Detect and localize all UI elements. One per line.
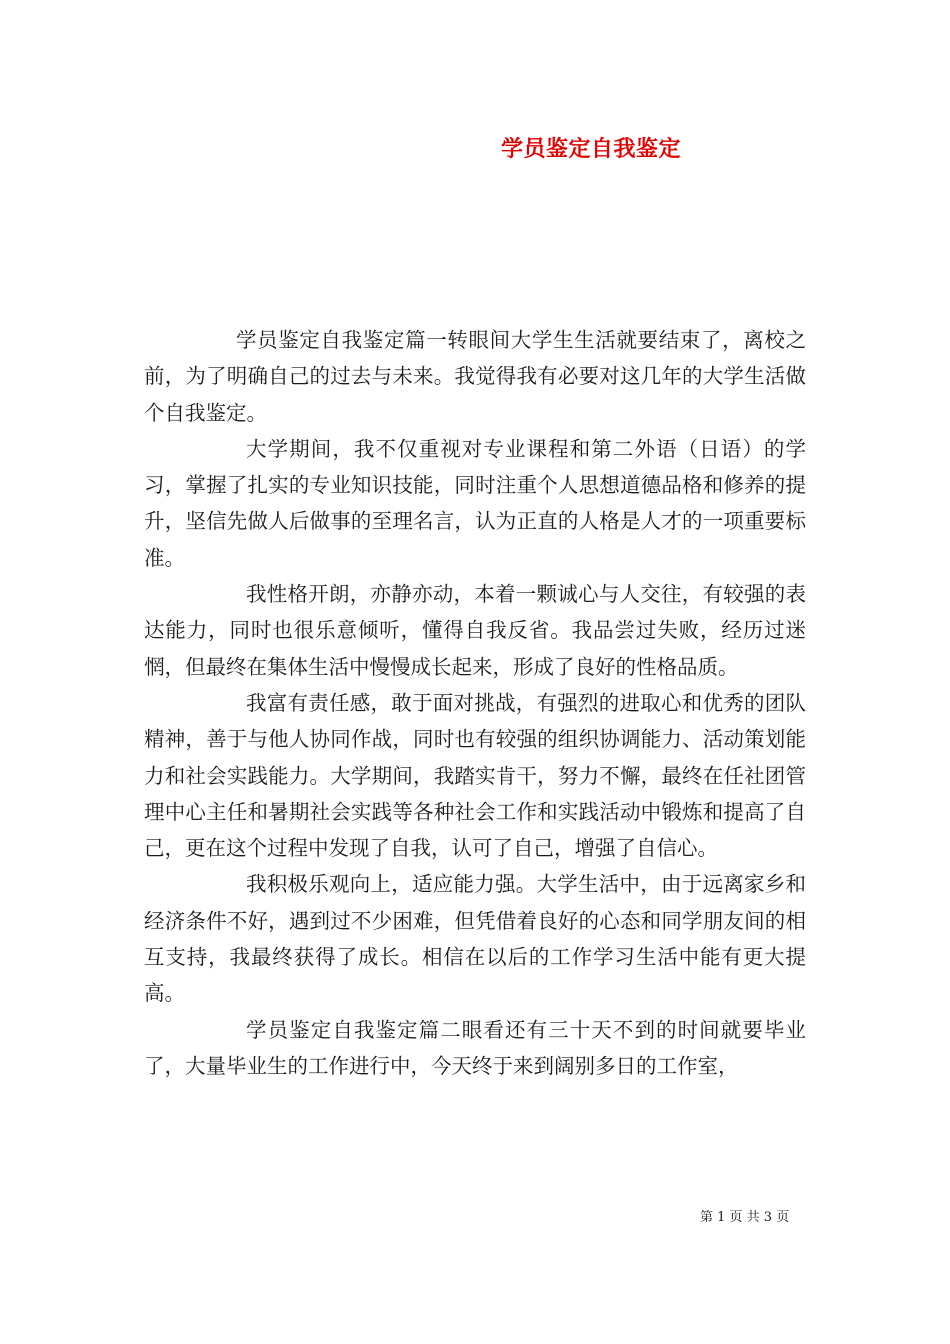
- paragraph-3: 我性格开朗，亦静亦动，本着一颗诚心与人交往，有较强的表达能力，同时也很乐意倾听，懂得自我反省。我品尝过失败，经历过迷惘，但最终在集体生活中慢慢成长起来，形成了良好的性格品质。: [144, 582, 806, 679]
- paragraph-5: 我积极乐观向上，适应能力强。大学生活中，由于远离家乡和经济条件不好，遇到过不少困难，但凭借着良好的心态和同学朋友间的相互支持，我最终获得了成长。相信在以后的工作学习生活中能有更大提高。: [144, 872, 806, 1006]
- page-number-footer: 第 1 页 共 3 页: [700, 1210, 790, 1225]
- paragraph-2: 大学期间，我不仅重视对专业课程和第二外语（日语）的学习，掌握了扎实的专业知识技能，同时注重个人思想道德品格和修养的提升，坚信先做人后做事的至理名言，认为正直的人格是人才的一项重要标准。: [144, 436, 806, 570]
- paragraph-4: 我富有责任感，敢于面对挑战，有强烈的进取心和优秀的团队精神，善于与他人协同作战，同时也有较强的组织协调能力、活动策划能力和社会实践能力。大学期间，我踏实肯干，努力不懈，最终在任社团管理中心主任和暑期社会实践等各种社会工作和实践活动中锻炼和提高了自己，更在这个过程中发现了自我，认可了自己，增强了自信心。: [144, 690, 806, 861]
- document-title: 学员鉴定自我鉴定: [500, 136, 681, 162]
- paragraph-1: 学员鉴定自我鉴定篇一转眼间大学生生活就要结束了，离校之前，为了明确自己的过去与未来。我觉得我有必要对这几年的大学生活做个自我鉴定。: [144, 328, 806, 425]
- paragraph-6: 学员鉴定自我鉴定篇二眼看还有三十天不到的时间就要毕业了，大量毕业生的工作进行中，今天终于来到阔别多日的工作室，: [144, 1017, 806, 1078]
- document-body: [144, 322, 806, 1084]
